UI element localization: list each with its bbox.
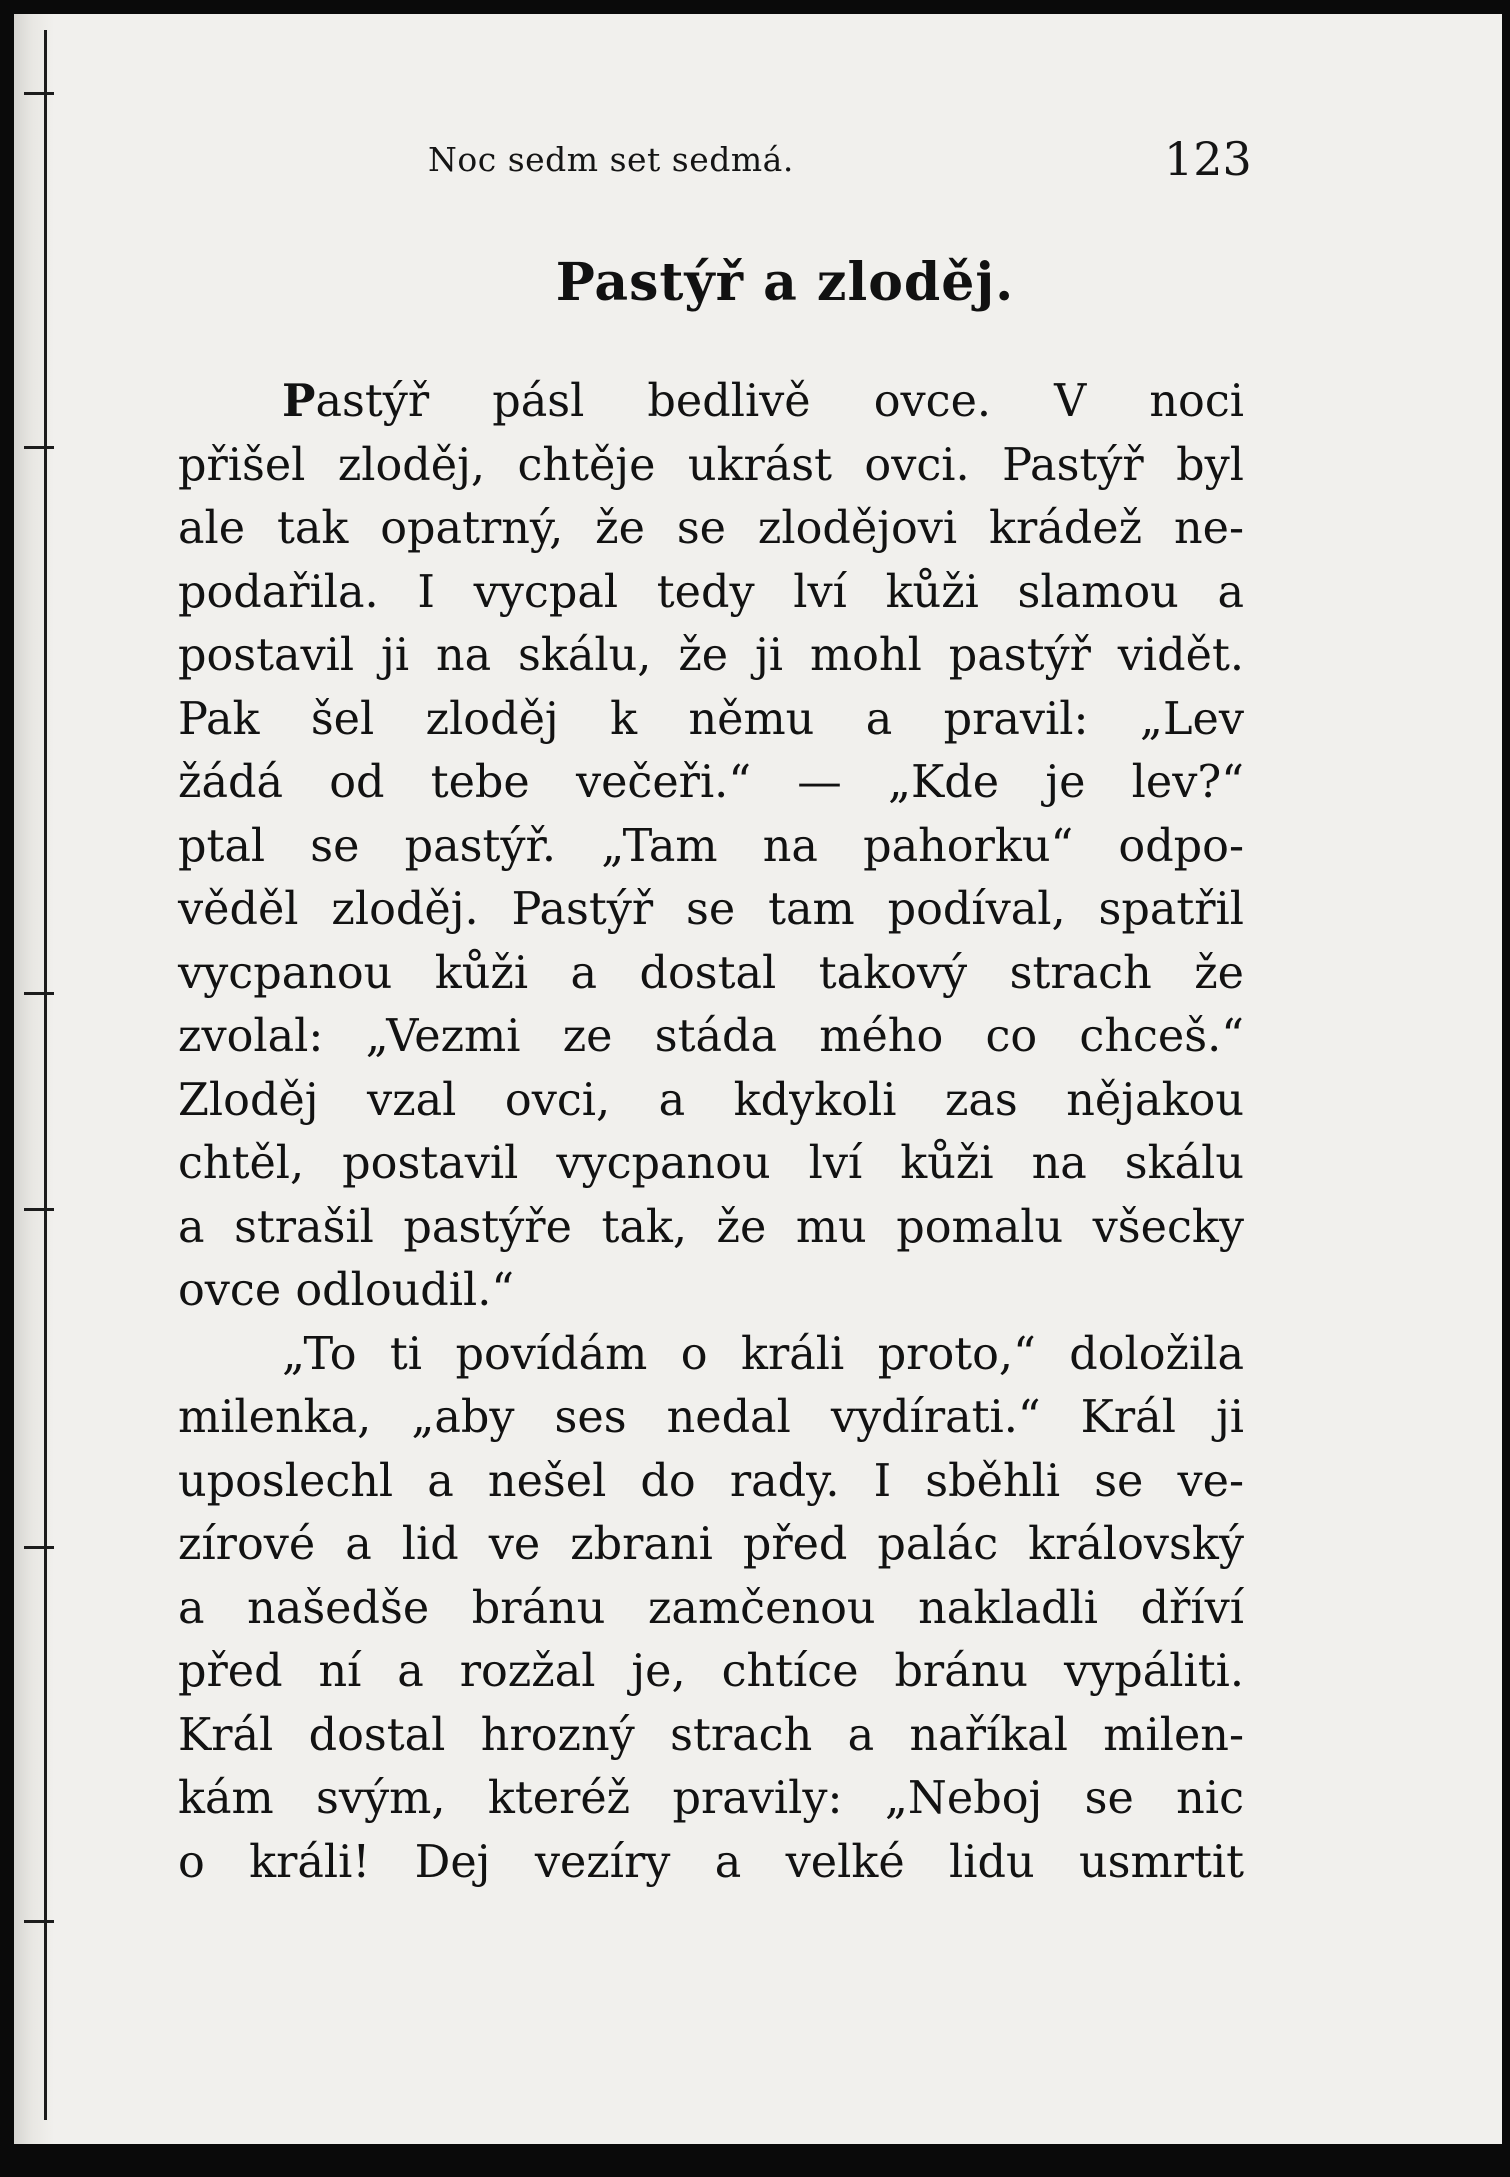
paragraph-line: Zloděj vzal ovci, a kdykoli zas nějakou [178, 1074, 1244, 1126]
paragraph-line: kám svým, kteréž pravily: „Neboj se nic [178, 1773, 1244, 1824]
paragraph-line: uposlechl a nešel do rady. I sběhli se ve- [178, 1455, 1244, 1507]
binding-mark [24, 992, 54, 995]
paragraph-line: a strašil pastýře tak, že mu pomalu všecky [178, 1201, 1244, 1253]
paragraph-line: o králi! Dej vezíry a velké lidu usmrtit [178, 1836, 1244, 1888]
binding-mark [24, 92, 54, 95]
binding-mark [24, 1546, 54, 1549]
paragraph-line: věděl zloděj. Pastýř se tam podíval, spatřil [178, 884, 1244, 935]
paragraph-line: milenka, „aby ses nedal vydírati.“ Král ji [178, 1392, 1244, 1443]
first-line-text: astýř pásl bedlivě ovce. V noci [315, 376, 1244, 427]
paragraph-line: ovce odloudil.“ [178, 1265, 515, 1316]
paragraph-line: zírové a lid ve zbrani před palác královský [178, 1519, 1244, 1570]
page-binding-shadow [14, 14, 54, 2144]
paragraph-line: přišel zloděj, chtěje ukrást ovci. Pastýř byl [178, 439, 1244, 491]
paragraph-line: vycpanou kůži a dostal takový strach že [178, 947, 1244, 999]
paragraph-line: „To ti povídám o králi proto,“ doložila [282, 1328, 1244, 1380]
binding-mark [24, 446, 54, 449]
drop-cap: P [282, 375, 316, 427]
paragraph-line: ptal se pastýř. „Tam na pahorku“ odpo- [178, 820, 1244, 872]
paragraph-line: zvolal: „Vezmi ze stáda mého co chceš.“ [178, 1011, 1244, 1062]
paragraph-line: chtěl, postavil vycpanou lví kůži na skálu [178, 1138, 1244, 1189]
body-text [178, 370, 1244, 1894]
binding-mark [24, 1208, 54, 1211]
paragraph-line: podařila. I vycpal tedy lví kůži slamou a [178, 566, 1244, 618]
running-title: Noc sedm set sedmá. [428, 140, 794, 179]
paragraph-line: a našedše bránu zamčenou nakladli dříví [178, 1582, 1244, 1634]
page-number: 123 [1164, 132, 1252, 186]
binding-edge-line [44, 30, 47, 2120]
paragraph-line: Pak šel zloděj k němu a pravil: „Lev [178, 693, 1244, 745]
paragraph-line: postavil ji na skálu, že ji mohl pastýř vidět. [178, 630, 1244, 681]
binding-mark [24, 1920, 54, 1923]
paragraph-line: žádá od tebe večeři.“ — „Kde je lev?“ [178, 757, 1244, 808]
chapter-title: Pastýř a zloděj. [555, 252, 1015, 313]
paragraph-line [178, 370, 1244, 434]
paragraph-line: Král dostal hrozný strach a naříkal milen- [178, 1709, 1244, 1761]
paragraph-line: před ní a rozžal je, chtíce bránu vypáliti. [178, 1646, 1244, 1697]
page-header [0, 132, 1510, 200]
paragraph-line: ale tak opatrný, že se zlodějovi krádež ne- [178, 503, 1244, 554]
